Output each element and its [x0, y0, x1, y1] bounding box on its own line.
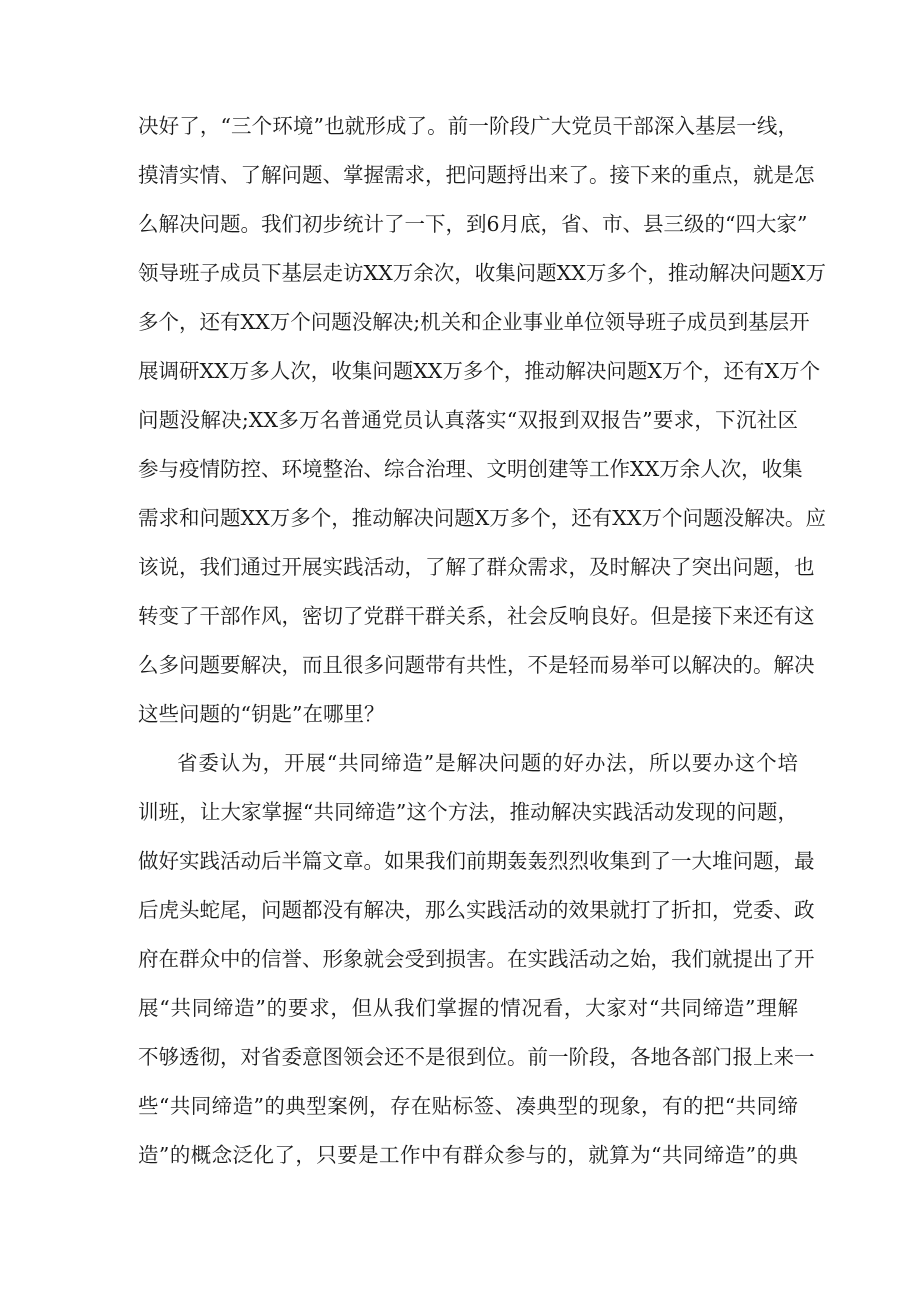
text-line: 决好了，“三个环境”也就形成了。前一阶段广大党员干部深入基层一线，	[138, 114, 798, 138]
text-line: 些“共同缔造”的典型案例，存在贴标签、凑典型的现象，有的把“共同缔	[138, 1094, 798, 1118]
text-line: 后虎头蛇尾，问题都没有解决，那么实践活动的效果就打了折扣，党委、政	[138, 898, 815, 922]
text-line: 需求和问题XX万多个，推动解决问题X万多个，还有XX万个问题没解决。应	[138, 506, 826, 530]
text-line: 这些问题的“钥匙”在哪里？	[138, 702, 385, 726]
text-line: 展“共同缔造”的要求，但从我们掌握的情况看，大家对“共同缔造”理解	[138, 996, 798, 1020]
text-line: 么解决问题。我们初步统计了一下，到6月底，省、市、县三级的“四大家”	[138, 212, 808, 236]
text-line: 造”的概念泛化了，只要是工作中有群众参与的，就算为“共同缔造”的典	[138, 1143, 798, 1167]
paragraph-2	[138, 739, 815, 1180]
text-line: 展调研XX万多人次，收集问题XX万多个，推动解决问题X万个，还有X万个	[138, 359, 821, 383]
text-line: 参与疫情防控、环境整治、综合治理、文明创建等工作XX万余人次，收集	[138, 457, 803, 481]
paragraph-1	[138, 102, 826, 739]
text-line: 摸清实情、了解问题、掌握需求，把问题捋出来了。接下来的重点，就是怎	[138, 163, 815, 187]
text-line: 问题没解决;XX多万名普通党员认真落实“双报到双报告”要求，下沉社区	[138, 408, 798, 432]
text-line: 多个，还有XX万个问题没解决;机关和企业事业单位领导班子成员到基层开	[138, 310, 810, 334]
document-body	[138, 102, 826, 1180]
text-line: 府在群众中的信誉、形象就会受到损害。在实践活动之始，我们就提出了开	[138, 947, 815, 971]
text-line: 转变了干部作风，密切了党群干群关系，社会反响良好。但是接下来还有这	[138, 604, 815, 628]
text-line: 训班，让大家掌握“共同缔造”这个方法，推动解决实践活动发现的问题，	[138, 800, 798, 824]
text-line: 不够透彻，对省委意图领会还不是很到位。前一阶段，各地各部门报上来一	[138, 1045, 815, 1069]
text-line: 做好实践活动后半篇文章。如果我们前期轰轰烈烈收集到了一大堆问题，最	[138, 849, 815, 873]
text-line: 领导班子成员下基层走访XX万余次，收集问题XX万多个，推动解决问题X万	[138, 261, 826, 285]
text-line: 么多问题要解决，而且很多问题带有共性，不是轻而易举可以解决的。解决	[138, 653, 815, 677]
text-line: 该说，我们通过开展实践活动，了解了群众需求，及时解决了突出问题，也	[138, 555, 815, 579]
text-line: 省委认为，开展“共同缔造”是解决问题的好办法，所以要办这个培	[177, 751, 798, 775]
